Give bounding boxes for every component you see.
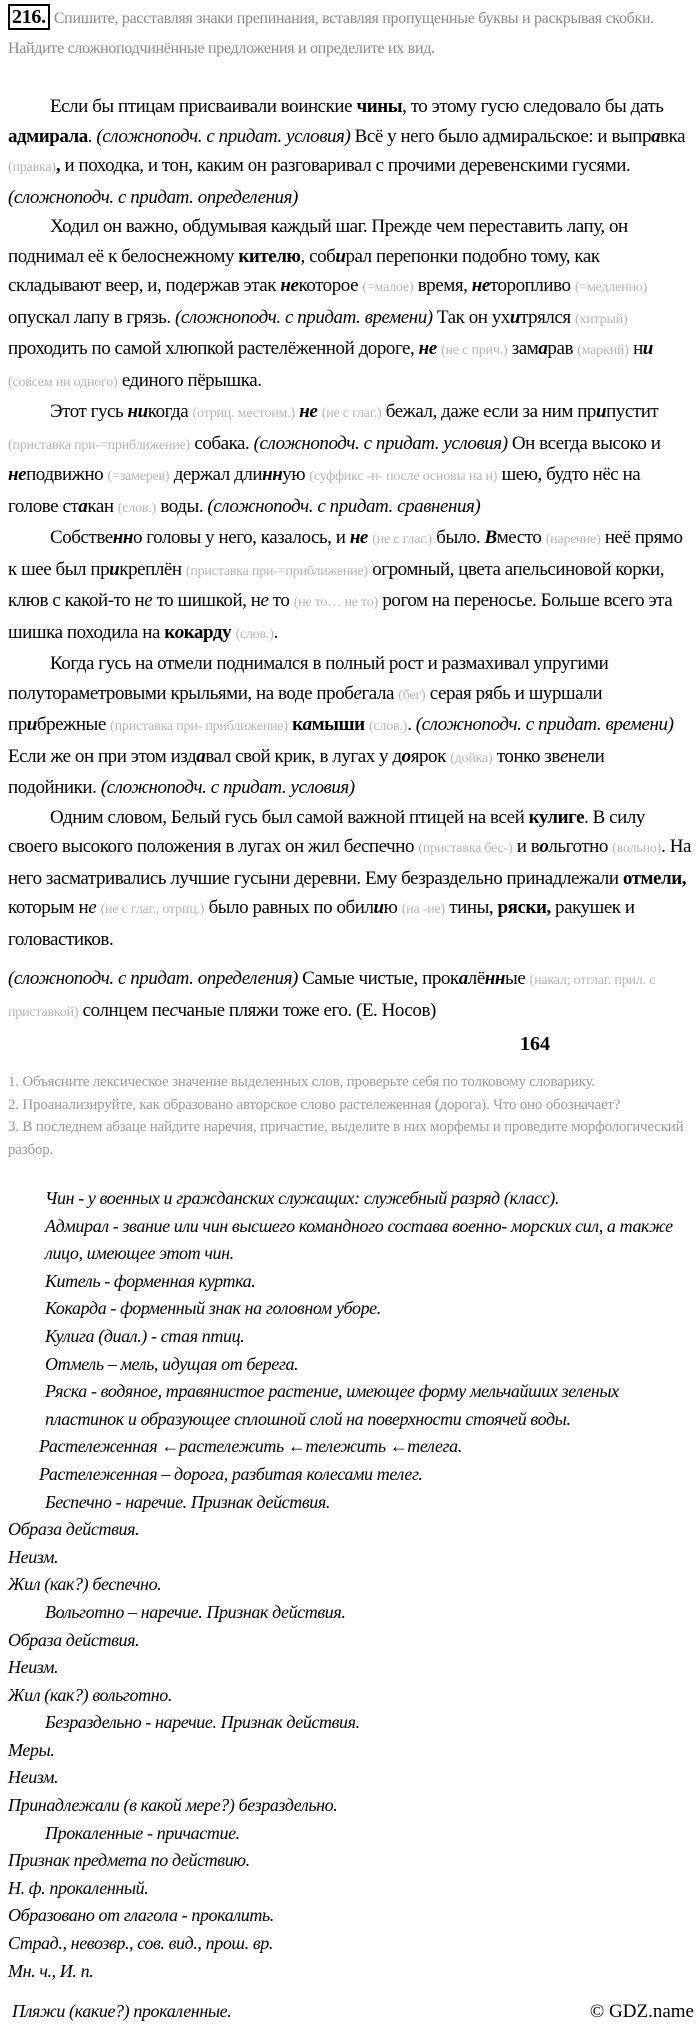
text-run: которым н: [8, 897, 89, 918]
bold-word: карду: [183, 621, 232, 643]
text-run: рал перепонки подобно тому, как складывают веер, и, под: [8, 245, 600, 296]
text-run: ржав этак: [200, 275, 281, 296]
answer-line: Кокарда - форменный знак на головном уборе.: [45, 1298, 381, 1319]
text-run: которое: [298, 275, 363, 296]
text-run: .: [273, 621, 279, 643]
text-run: рогом на переносье. Больше всего эта шишка походила на: [8, 590, 673, 643]
answer-line: Китель - форменная куртка.: [45, 1270, 256, 1291]
gray-hint: (=малое): [362, 280, 414, 295]
highlighted-letter: о: [174, 621, 184, 643]
text-run: ракушек и головастиков.: [8, 897, 635, 950]
text-run: Собстве: [50, 527, 113, 548]
text-run: опускал лапу в грязь.: [8, 306, 175, 328]
highlighted-letter: не: [280, 275, 299, 296]
bold-word: ,: [55, 155, 61, 176]
text-run: место: [496, 527, 546, 548]
gray-hint: (слов.): [117, 500, 157, 516]
text-run: Ходил он важно, обдумывая каждый шаг. Прежде чем переставить лапу, он поднимал её к белоснежному: [8, 216, 628, 267]
highlighted-letter: а: [302, 714, 312, 735]
text-run: Он всегда высоко и: [507, 432, 661, 454]
gray-hint: (=замерев): [107, 469, 170, 484]
answer-line: Жил (как?) беспечно.: [8, 1574, 162, 1595]
answer-line: Образа действия.: [8, 1519, 140, 1540]
text-run: вка: [660, 125, 686, 147]
text-run: .: [87, 125, 97, 147]
gray-hint: (не то… не то): [293, 595, 379, 610]
bold-word: кулиге: [528, 806, 585, 828]
text-run: Если бы птицам присваивали воинские: [50, 96, 357, 117]
answer-line: Прокаленные - причастие.: [45, 1822, 240, 1843]
text-run: и походка, и тон, каким он разговаривал с прочими деревенскими гусями.: [60, 155, 631, 176]
text-run: то шишкой, н: [152, 590, 261, 611]
answer-line: Отмель – мель, идущая от берега.: [45, 1353, 299, 1374]
gray-hint: (вольно): [612, 841, 662, 856]
text-run: солнцем пе: [78, 999, 170, 1021]
text-run: подвижно: [26, 464, 108, 485]
answer-line: Вольготно – наречие. Признак действия.: [45, 1601, 346, 1622]
text-run: чаные пляжи тоже его. (Е. Носов): [177, 999, 436, 1021]
bottom-row: [8, 2001, 694, 2023]
text-run: трялся: [519, 306, 576, 328]
answers-list: [8, 1185, 694, 1985]
answer-line: Неизм.: [8, 1657, 59, 1678]
task-number: 216.: [8, 4, 50, 30]
text-run: . На него засматривались лучшие гусыни деревни. Ему безраздельно принадлежали: [8, 836, 691, 889]
text-run: , соб: [300, 245, 336, 267]
text-run: Этот гусь: [50, 401, 128, 422]
text-run: воды.: [156, 495, 208, 517]
gray-hint: (не с глаг.): [321, 406, 382, 421]
highlighted-letter: а: [538, 338, 548, 359]
gray-hint: (приставка при-=приближение): [185, 563, 368, 579]
question-item: 1. Объясните лексическое значение выделенных слов, проверьте себя по толковому словарику.: [8, 1074, 595, 1090]
highlighted-letter: и: [335, 245, 346, 267]
text-run: неё прямо к шее был пр: [8, 527, 683, 580]
gray-hint: (отриц. местоим.): [192, 406, 295, 421]
answer-line: Образа действия.: [8, 1629, 140, 1650]
text-run: гала: [361, 682, 399, 704]
answer-line: Беспечно - наречие. Признак действия.: [45, 1491, 330, 1512]
questions-list: [8, 1071, 694, 1161]
highlighted-letter: не: [349, 527, 368, 548]
text-run: льготно: [548, 836, 613, 857]
text-run: ую: [282, 464, 310, 485]
text-run: вал свой крик, в лугах у д: [205, 745, 402, 767]
bold-word: чины: [356, 96, 403, 117]
italic-note: (сложноподч. с придат. условия): [96, 125, 351, 147]
text-run: . В силу своего высокого положения в лугах он жил б: [8, 806, 645, 857]
text-run: шею, будто нёс на голове ст: [8, 464, 641, 517]
highlighted-letter: а: [458, 968, 468, 989]
answer-line: Мн. ч., И. п.: [8, 1960, 94, 1981]
task-header: [8, 4, 694, 64]
gray-hint: (=медленно): [574, 280, 648, 295]
footer-copyright: © GDZ.name: [589, 2001, 694, 2023]
text-run: кан: [87, 495, 118, 517]
text-run: Если же он при этом изд: [8, 745, 197, 767]
text-run: было.: [431, 527, 485, 548]
paragraph: [8, 212, 694, 397]
gray-hint: (не с прич.): [441, 343, 508, 358]
text-run: нели подойники.: [8, 745, 605, 798]
italic-note: (сложноподч. с придат. условия): [253, 432, 508, 454]
task-instruction: Спишите, расставляя знаки препинания, вставляя пропущенные буквы и раскрывая скобки. Найдите сложноподчинённые предложения и определите их вид.: [8, 10, 654, 57]
text-run: н: [628, 338, 643, 359]
text-run: проходить по самой хлюпкой растелёженной дороге,: [8, 338, 419, 359]
text-run: рав: [547, 338, 578, 359]
gray-hint: (накал; отглаг. прил. с приставкой): [8, 973, 656, 1020]
answer-line: Растележенная – дорога, разбитая колесами телег.: [39, 1463, 423, 1484]
highlighted-letter: о: [401, 745, 411, 767]
answer-last-line: Пляжи (какие?) прокаленные.: [12, 2001, 232, 2022]
text-run: о головы у него, казалось, и: [132, 527, 350, 548]
highlighted-letter: и: [509, 306, 520, 328]
highlighted-letter: и: [642, 338, 653, 359]
italic-note: е: [144, 590, 153, 611]
highlighted-letter: и: [595, 401, 607, 422]
bold-word: мыши: [311, 714, 365, 735]
gray-hint: (приставка при- приближение): [110, 719, 288, 734]
text-run: торопливо: [489, 275, 575, 296]
italic-note: е: [353, 682, 362, 704]
highlighted-letter: а: [651, 125, 661, 147]
highlighted-letter: нн: [112, 527, 133, 548]
text-run: зам: [507, 338, 539, 359]
text-run: .: [407, 714, 416, 735]
highlighted-letter: и: [109, 558, 120, 580]
gray-hint: (не с глаг., отриц.): [100, 902, 205, 917]
gray-hint: (дойка): [450, 750, 493, 766]
paragraph: [8, 397, 694, 523]
italic-note: (сложноподч. с придат. определения): [8, 186, 298, 208]
highlighted-letter: не: [471, 275, 490, 296]
answer-line: Неизм.: [8, 1767, 59, 1788]
bold-word: к: [292, 714, 303, 735]
text-run: ярок: [410, 745, 451, 767]
bold-word: к: [164, 621, 175, 643]
gray-hint: (слов.): [235, 626, 274, 642]
gray-hint: (суффикс -н- после основы на н): [309, 469, 498, 484]
text-run: огромный, цвета апельсиновой корки, клюв с какой-то н: [8, 558, 665, 611]
italic-note: е: [559, 745, 568, 767]
bold-word: кителю: [238, 245, 301, 267]
italic-note: с: [169, 999, 178, 1021]
text-run: Когда гусь на отмели поднимался в полный рост и размахивал упругими полутораметровыми крыльями, на воде проб: [8, 653, 609, 704]
gray-hint: (совсем ни одного): [8, 374, 118, 390]
gray-hint: (не с глаг.): [372, 532, 432, 547]
text-run: и в: [512, 836, 540, 857]
gray-hint: (на -ие): [401, 902, 445, 917]
italic-note: (сложноподч. с придат. времени): [174, 306, 433, 328]
paragraph: [8, 649, 694, 803]
answer-line: Н. ф. прокаленный.: [8, 1877, 149, 1898]
answer-line: Меры.: [8, 1739, 55, 1760]
page-number: 164: [520, 1033, 550, 1055]
gray-hint: (приставка при-=приближение): [8, 437, 191, 453]
answer-line: Образовано от глагола - прокалить.: [8, 1905, 274, 1926]
gray-hint: (хитрый): [575, 311, 628, 327]
bold-word: адмирала: [8, 125, 88, 147]
italic-note: (сложноподч. с придат. условия): [100, 777, 355, 798]
paragraph: [8, 92, 694, 212]
answer-line: Жил (как?) вольготно.: [8, 1684, 172, 1705]
highlighted-letter: нн: [262, 464, 283, 485]
bold-word: отмели,: [622, 867, 687, 889]
answer-line: Ряска - водяное, травянистое растение, имеющее форму мельчайших зеленых пластинок и образующее сплошной слой на поверхности стоячей воды.: [45, 1381, 619, 1429]
paragraph: [8, 803, 694, 955]
text-run: то: [268, 590, 294, 611]
highlighted-letter: В: [484, 527, 497, 548]
highlighted-letter: не: [418, 338, 437, 359]
italic-note: е: [193, 275, 201, 296]
gray-hint: (маркий): [577, 343, 629, 358]
gray-hint: (наречие): [545, 532, 601, 547]
answer-line: Неизм.: [8, 1546, 59, 1567]
gray-hint: (слов.): [368, 719, 408, 734]
gray-hint: (бег): [398, 687, 426, 703]
exercise-text: [8, 92, 694, 1027]
highlighted-letter: о: [539, 836, 549, 857]
paragraph: [8, 523, 694, 649]
question-item: 3. В последнем абзаце найдите наречия, причастие, выделите в них морфемы и проведите морфологический разбор.: [8, 1119, 684, 1158]
text-run: время,: [413, 275, 472, 296]
text-run: креплён: [119, 558, 186, 580]
text-run: лё: [467, 968, 485, 989]
text-run: единого пёрышка.: [117, 369, 262, 391]
answer-line: Адмирал - звание или чин высшего командного состава военно- морских сил, а также лицо, имеющее этот чин.: [45, 1215, 673, 1264]
text-run: ые: [505, 968, 530, 989]
paragraph: [8, 964, 694, 1027]
text-run: когда: [147, 401, 193, 422]
text-run: пустит: [606, 401, 659, 422]
text-run: Самые чистые, прок: [297, 968, 459, 989]
highlighted-letter: а: [196, 745, 206, 767]
gray-hint: (правка): [8, 160, 56, 175]
text-run: , то этому гусю следовало бы дать: [402, 96, 664, 117]
text-run: тонко зв: [492, 745, 560, 767]
text-run: бежал, даже если за ним пр: [381, 401, 596, 422]
text-run: ю: [383, 897, 402, 918]
highlighted-letter: и: [26, 714, 37, 735]
italic-note: е: [352, 836, 361, 857]
highlighted-letter: и: [373, 897, 384, 918]
answer-line: Чин - у военных и гражданских служащих: служебный разряд (класс).: [45, 1188, 559, 1208]
text-run: брежные: [36, 714, 111, 735]
highlighted-letter: не: [299, 401, 318, 422]
text-run: тины,: [445, 897, 498, 918]
highlighted-letter: а: [78, 495, 88, 517]
italic-note: (сложноподч. с придат. сравнения): [207, 495, 481, 517]
text-run: держал дли: [169, 464, 263, 485]
text-run: было равных по обил: [204, 897, 374, 918]
answer-line: Признак предмета по действию.: [8, 1850, 250, 1871]
answer-line: Страд., невозвр., сов. вид., прош. вр.: [8, 1933, 273, 1954]
text-run: Всё у него было адмиральское: и выпр: [350, 125, 652, 147]
gray-hint: (приставка бес-): [418, 841, 513, 856]
text-run: Одним словом, Белый гусь был самой важной птицей на всей: [50, 806, 529, 828]
bold-word: ряски,: [497, 897, 551, 918]
italic-note: (сложноподч. с придат. определения): [8, 968, 298, 989]
italic-note: е: [88, 897, 97, 918]
highlighted-letter: нн: [484, 968, 505, 989]
highlighted-letter: не: [8, 464, 27, 485]
italic-note: (сложноподч. с придат. времени): [415, 714, 674, 735]
answer-line: Принадлежали (в какой мере?) безраздельно.: [8, 1795, 338, 1816]
answer-line: Безраздельно - наречие. Признак действия.: [45, 1712, 360, 1733]
answer-line: Кулига (диал.) - стая птиц.: [45, 1325, 245, 1346]
answer-line: Растележенная ←растележить ←тележить ←телега.: [39, 1436, 462, 1457]
italic-note: е: [260, 590, 269, 611]
text-run: спечно: [360, 836, 419, 857]
text-run: серая рябь и шуршали пр: [8, 682, 603, 735]
question-item: 2. Проанализируйте, как образовано авторское слово растележенная (дорога). Что оно обозначает?: [8, 1096, 621, 1113]
text-run: Так он ух: [432, 306, 510, 328]
text-run: собака.: [190, 432, 254, 454]
highlighted-letter: ни: [127, 401, 148, 422]
